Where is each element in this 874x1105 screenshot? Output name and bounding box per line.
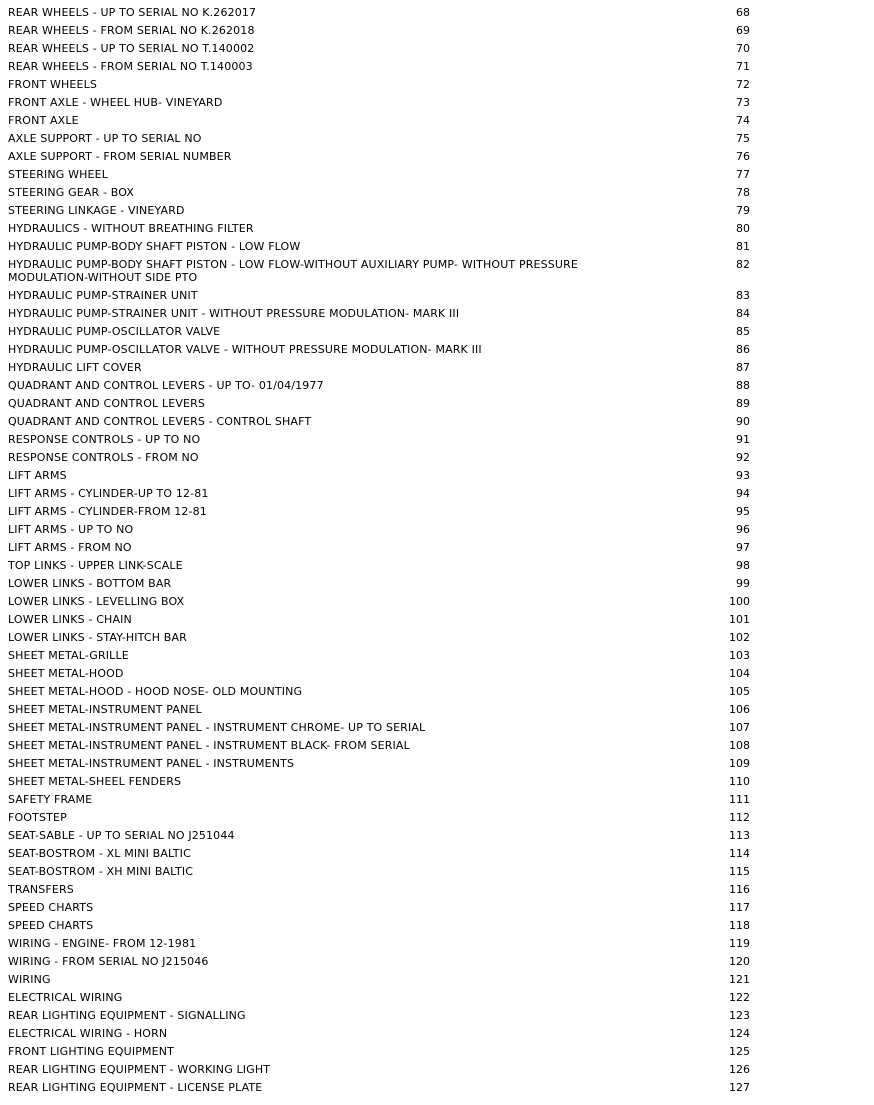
toc-row-title[interactable]: TOP LINKS - UPPER LINK-SCALE [8,559,183,572]
toc-row-page-number: 95 [736,505,750,518]
toc-row-title[interactable]: SHEET METAL-INSTRUMENT PANEL [8,703,202,716]
toc-row-title[interactable]: REAR LIGHTING EQUIPMENT - SIGNALLING [8,1009,246,1022]
toc-row-page-number: 110 [729,775,750,788]
toc-row-title[interactable]: REAR LIGHTING EQUIPMENT - WORKING LIGHT [8,1063,271,1076]
toc-row[interactable] [8,575,758,593]
toc-row-title[interactable]: HYDRAULIC PUMP-BODY SHAFT PISTON - LOW FLOW-WITHOUT AUXILIARY PUMP- WITHOUT PRESSURE MODULATION-WITHOUT SIDE PTO [8,258,578,284]
toc-row-page-number: 113 [729,829,750,842]
toc-row-title[interactable]: QUADRANT AND CONTROL LEVERS [8,397,206,410]
toc-row-title[interactable]: HYDRAULIC PUMP-OSCILLATOR VALVE [8,325,221,338]
toc-row[interactable] [8,503,758,521]
toc-row-title[interactable]: LIFT ARMS - FROM NO [8,541,132,554]
toc-row[interactable] [8,881,758,899]
toc-row-page-number: 89 [736,397,750,410]
toc-row-title[interactable]: FOOTSTEP [8,811,67,824]
toc-row-title[interactable]: REAR LIGHTING EQUIPMENT - LICENSE PLATE [8,1081,263,1094]
toc-row-title[interactable]: SHEET METAL-INSTRUMENT PANEL - INSTRUMENT BLACK- FROM SERIAL [8,739,410,752]
toc-row-title[interactable]: WIRING - FROM SERIAL NO J215046 [8,955,209,968]
toc-row[interactable] [8,166,758,184]
toc-row-title[interactable]: HYDRAULICS - WITHOUT BREATHING FILTER [8,222,254,235]
toc-row[interactable] [8,647,758,665]
toc-row-title[interactable]: STEERING LINKAGE - VINEYARD [8,204,185,217]
toc-row-page-number: 103 [729,649,750,662]
toc-row-title[interactable]: LOWER LINKS - BOTTOM BAR [8,577,172,590]
toc-row[interactable] [8,539,758,557]
toc-row-page-number: 109 [729,757,750,770]
toc-row[interactable] [8,485,758,503]
toc-row-title[interactable]: SHEET METAL-HOOD - HOOD NOSE- OLD MOUNTING [8,685,303,698]
toc-row[interactable] [8,323,758,341]
toc-row-title[interactable]: REAR WHEELS - UP TO SERIAL NO T.140002 [8,42,255,55]
toc-row-title[interactable]: HYDRAULIC PUMP-STRAINER UNIT [8,289,198,302]
toc-row-page-number: 125 [729,1045,750,1058]
toc-row[interactable] [8,76,758,94]
toc-row-title[interactable]: SHEET METAL-INSTRUMENT PANEL - INSTRUMENTS [8,757,295,770]
toc-row-title[interactable]: FRONT AXLE [8,114,79,127]
toc-row-page-number: 72 [736,78,750,91]
toc-row-page-number: 117 [729,901,750,914]
toc-row-title[interactable]: SEAT-SABLE - UP TO SERIAL NO J251044 [8,829,235,842]
toc-row-page-number: 121 [729,973,750,986]
toc-row-page-number: 81 [736,240,750,253]
toc-row[interactable] [8,184,758,202]
toc-row[interactable] [8,611,758,629]
toc-row-page-number: 119 [729,937,750,950]
toc-row[interactable] [8,1025,758,1043]
toc-row-page-number: 127 [729,1081,750,1094]
toc-row-page-number: 106 [729,703,750,716]
toc-row-title[interactable]: SHEET METAL-SHEEL FENDERS [8,775,182,788]
toc-row[interactable] [8,22,758,40]
toc-row-title[interactable]: QUADRANT AND CONTROL LEVERS - UP TO- 01/04/1977 [8,379,324,392]
toc-row-page-number: 97 [736,541,750,554]
toc-row-page-number: 124 [729,1027,750,1040]
toc-row-title[interactable]: REAR WHEELS - FROM SERIAL NO K.262018 [8,24,255,37]
toc-row[interactable] [8,395,758,413]
toc-row-title[interactable]: LIFT ARMS [8,469,67,482]
toc-row-title[interactable]: HYDRAULIC PUMP-BODY SHAFT PISTON - LOW FLOW [8,240,301,253]
toc-row-title[interactable]: HYDRAULIC PUMP-STRAINER UNIT - WITHOUT PRESSURE MODULATION- MARK III [8,307,460,320]
toc-row[interactable] [8,220,758,238]
toc-row[interactable] [8,341,758,359]
toc-row-title[interactable]: LIFT ARMS - CYLINDER-FROM 12-81 [8,505,207,518]
toc-row[interactable] [8,305,758,323]
toc-row-title[interactable]: ELECTRICAL WIRING [8,991,123,1004]
toc-row-page-number: 78 [736,186,750,199]
toc-row-title[interactable]: AXLE SUPPORT - UP TO SERIAL NO [8,132,202,145]
toc-row-page-number: 82 [736,258,750,271]
toc-row-page-number: 92 [736,451,750,464]
toc-row[interactable] [8,809,758,827]
toc-row-page-number: 120 [729,955,750,968]
toc-row-title[interactable]: SAFETY FRAME [8,793,93,806]
toc-row-page-number: 70 [736,42,750,55]
toc-row-page-number: 75 [736,132,750,145]
toc-row-title[interactable]: SPEED CHARTS [8,901,94,914]
toc-row-page-number: 114 [729,847,750,860]
toc-row-page-number: 101 [729,613,750,626]
toc-row[interactable] [8,737,758,755]
toc-row-page-number: 100 [729,595,750,608]
toc-row-page-number: 93 [736,469,750,482]
toc-row[interactable] [8,791,758,809]
toc-row[interactable] [8,629,758,647]
toc-row-title[interactable]: HYDRAULIC LIFT COVER [8,361,142,374]
toc-row-title[interactable]: WIRING [8,973,51,986]
toc-row[interactable] [8,863,758,881]
toc-row-title[interactable]: LOWER LINKS - CHAIN [8,613,132,626]
toc-row-page-number: 68 [736,6,750,19]
toc-row[interactable] [8,94,758,112]
toc-row-title[interactable]: STEERING WHEEL [8,168,109,181]
toc-row[interactable] [8,845,758,863]
toc-row[interactable] [8,467,758,485]
toc-row-page-number: 71 [736,60,750,73]
toc-row-page-number: 73 [736,96,750,109]
toc-row-title[interactable]: SHEET METAL-INSTRUMENT PANEL - INSTRUMENT CHROME- UP TO SERIAL [8,721,426,734]
toc-row-page-number: 102 [729,631,750,644]
toc-row-title[interactable]: ELECTRICAL WIRING - HORN [8,1027,168,1040]
toc-row-page-number: 88 [736,379,750,392]
toc-row-title[interactable]: LIFT ARMS - UP TO NO [8,523,134,536]
toc-row-page-number: 108 [729,739,750,752]
toc-row-page-number: 79 [736,204,750,217]
toc-row[interactable] [8,287,758,305]
toc-row-title[interactable]: LOWER LINKS - STAY-HITCH BAR [8,631,187,644]
toc-row[interactable] [8,827,758,845]
toc-row-page-number: 80 [736,222,750,235]
toc-row-page-number: 122 [729,991,750,1004]
toc-row-page-number: 98 [736,559,750,572]
toc-row[interactable] [8,989,758,1007]
toc-row-page-number: 118 [729,919,750,932]
toc-row-page-number: 116 [729,883,750,896]
toc-row-title[interactable]: SHEET METAL-HOOD [8,667,124,680]
toc-row-title[interactable]: HYDRAULIC PUMP-OSCILLATOR VALVE - WITHOUT PRESSURE MODULATION- MARK III [8,343,482,356]
toc-row[interactable] [8,130,758,148]
toc-row[interactable] [8,557,758,575]
toc-row-title[interactable]: FRONT WHEELS [8,78,98,91]
toc-row-page-number: 96 [736,523,750,536]
toc-row-page-number: 91 [736,433,750,446]
toc-row[interactable] [8,773,758,791]
toc-row-page-number: 105 [729,685,750,698]
toc-row[interactable] [8,238,758,256]
toc-row[interactable] [8,521,758,539]
toc-row-page-number: 69 [736,24,750,37]
toc-row[interactable] [8,256,758,287]
toc-row[interactable] [8,359,758,377]
toc-row-page-number: 99 [736,577,750,590]
toc-row-page-number: 83 [736,289,750,302]
toc-row-page-number [616,0,758,1]
toc-row-title[interactable] [8,0,616,1]
toc-row[interactable] [8,112,758,130]
toc-row[interactable] [8,683,758,701]
toc-row[interactable] [8,202,758,220]
toc-row[interactable] [8,701,758,719]
toc-row-page-number: 90 [736,415,750,428]
toc-row-page-number: 77 [736,168,750,181]
toc-row[interactable] [8,148,758,166]
toc-row[interactable] [8,917,758,935]
table-of-contents [8,0,758,1097]
toc-row[interactable] [8,449,758,467]
toc-row-page-number: 86 [736,343,750,356]
toc-row-title[interactable]: AXLE SUPPORT - FROM SERIAL NUMBER [8,150,232,163]
toc-row[interactable] [8,1043,758,1061]
toc-row-title[interactable]: LOWER LINKS - LEVELLING BOX [8,595,185,608]
toc-row[interactable] [8,4,758,22]
toc-row-title[interactable]: TRANSFERS [8,883,74,896]
toc-row[interactable] [8,431,758,449]
toc-row[interactable] [8,58,758,76]
toc-row-title[interactable]: LIFT ARMS - CYLINDER-UP TO 12-81 [8,487,209,500]
toc-row[interactable] [8,971,758,989]
toc-row[interactable] [8,1061,758,1079]
toc-row[interactable] [8,413,758,431]
toc-row-title[interactable]: STEERING GEAR - BOX [8,186,135,199]
toc-row-page-number: 87 [736,361,750,374]
toc-row-page-number: 112 [729,811,750,824]
toc-row-title[interactable]: REAR WHEELS - UP TO SERIAL NO K.262017 [8,6,257,19]
toc-row-title[interactable]: RESPONSE CONTROLS - FROM NO [8,451,199,464]
toc-row[interactable] [8,377,758,395]
toc-row-title[interactable]: SEAT-BOSTROM - XH MINI BALTIC [8,865,194,878]
toc-row[interactable] [8,719,758,737]
toc-row[interactable] [8,953,758,971]
toc-row-page-number: 74 [736,114,750,127]
toc-row-page-number: 94 [736,487,750,500]
toc-row[interactable] [8,899,758,917]
toc-row-title[interactable]: REAR WHEELS - FROM SERIAL NO T.140003 [8,60,253,73]
toc-row-page-number: 85 [736,325,750,338]
toc-row-page-number: 84 [736,307,750,320]
toc-row-page-number: 126 [729,1063,750,1076]
toc-row-page-number: 111 [729,793,750,806]
toc-row-title[interactable]: SHEET METAL-GRILLE [8,649,129,662]
toc-row-title[interactable]: SEAT-BOSTROM - XL MINI BALTIC [8,847,191,860]
toc-row[interactable] [8,1079,758,1097]
toc-row[interactable] [8,40,758,58]
toc-row[interactable] [8,755,758,773]
toc-row-page-number: 123 [729,1009,750,1022]
toc-row-page-number: 107 [729,721,750,734]
toc-row-title[interactable]: RESPONSE CONTROLS - UP TO NO [8,433,201,446]
toc-row-page-number: 76 [736,150,750,163]
toc-row-title[interactable]: SPEED CHARTS [8,919,94,932]
toc-row[interactable] [8,665,758,683]
toc-row[interactable] [8,1007,758,1025]
toc-row-title[interactable]: WIRING - ENGINE- FROM 12-1981 [8,937,197,950]
toc-row-title[interactable]: FRONT AXLE - WHEEL HUB- VINEYARD [8,96,223,109]
toc-row-title[interactable]: QUADRANT AND CONTROL LEVERS - CONTROL SHAFT [8,415,312,428]
toc-row[interactable] [8,593,758,611]
toc-row[interactable] [8,935,758,953]
toc-row-page-number: 115 [729,865,750,878]
toc-row-title[interactable]: FRONT LIGHTING EQUIPMENT [8,1045,174,1058]
toc-row-page-number: 104 [729,667,750,680]
